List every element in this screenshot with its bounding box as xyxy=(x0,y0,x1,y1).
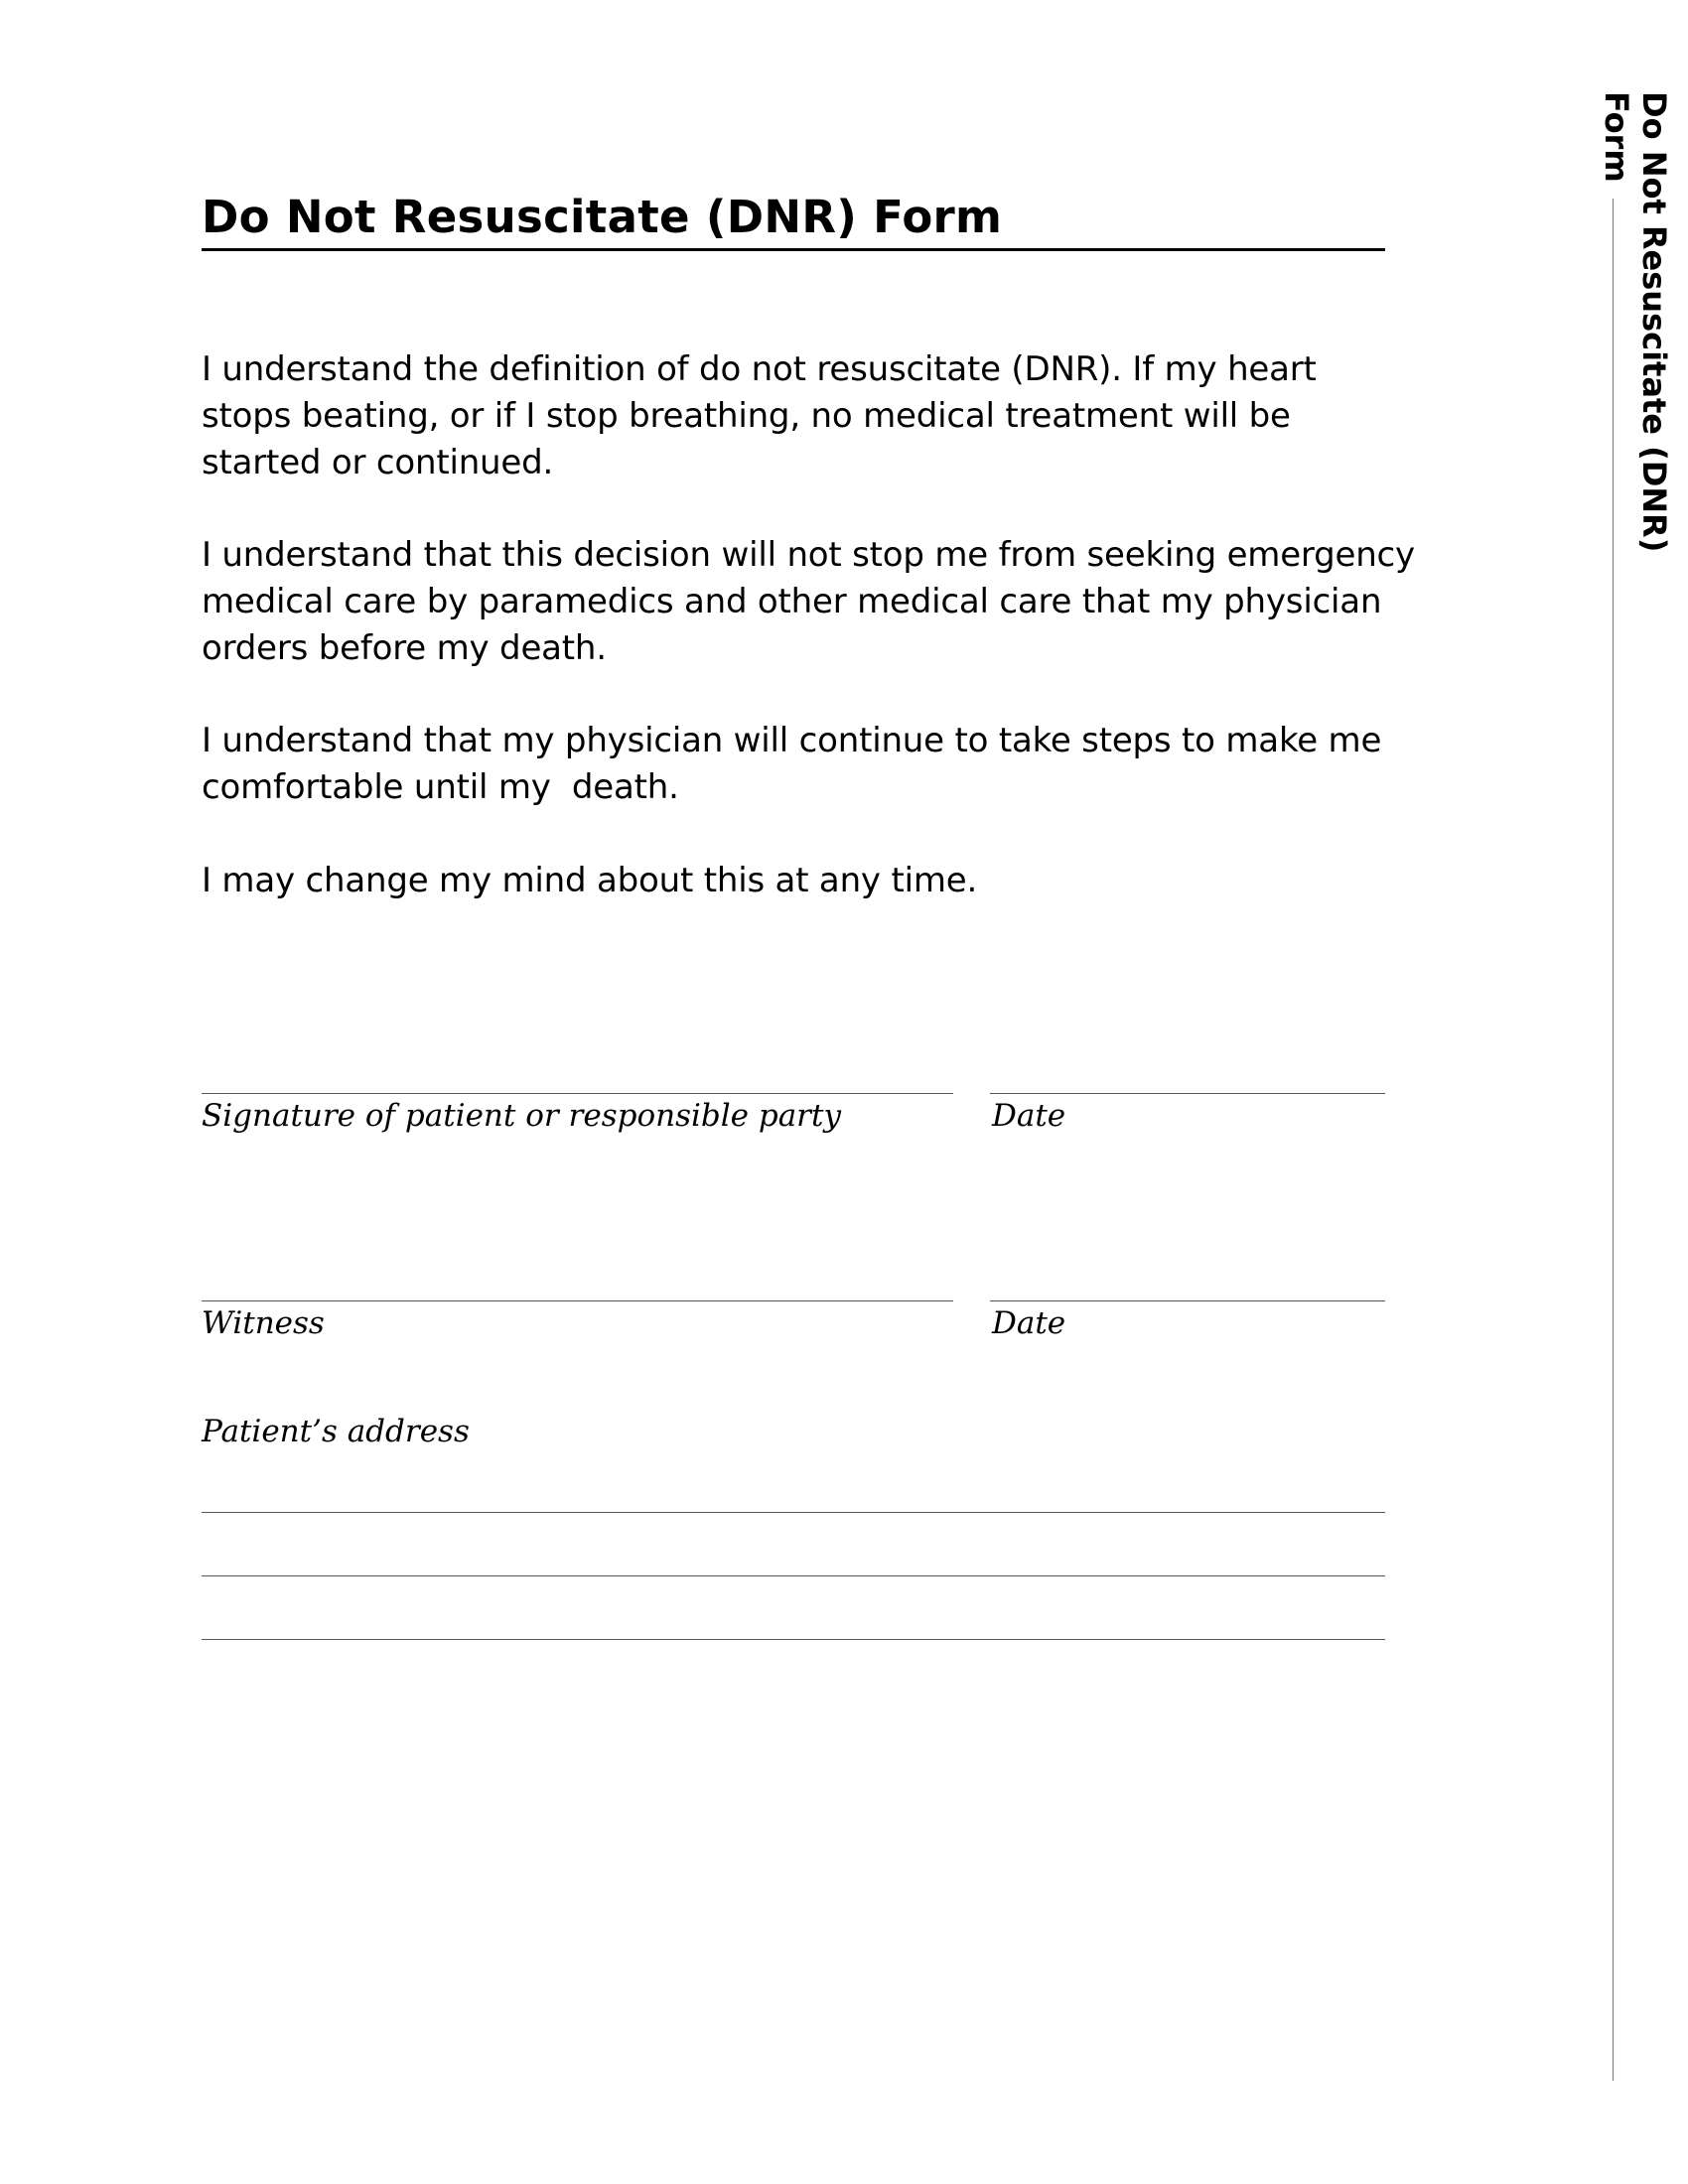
paragraph-dnr-definition: I understand the definition of do not resuscitate (DNR). If my heart stops beating, or if I stop breathing, no medical treatment will be started or continued. xyxy=(202,349,1317,482)
address-line-2[interactable] xyxy=(202,1575,1385,1576)
witness-label: Witness xyxy=(202,1305,325,1341)
signature-date-label: Date xyxy=(992,1098,1066,1134)
witness-line[interactable] xyxy=(202,1300,953,1301)
address-label: Patient’s address xyxy=(202,1414,470,1449)
signature-date-line[interactable] xyxy=(990,1093,1385,1094)
page-title: Do Not Resuscitate (DNR) Form xyxy=(202,189,1385,251)
signature-label: Signature of patient or responsible party xyxy=(202,1098,841,1134)
address-line-1[interactable] xyxy=(202,1512,1385,1513)
side-tab xyxy=(1584,91,1673,647)
side-tab-rule xyxy=(1613,199,1614,2081)
paragraph-comfort-care: I understand that my physician will continue to take steps to make me comfortable until my death. xyxy=(202,721,1392,807)
signature-line[interactable] xyxy=(202,1093,953,1094)
witness-date-line[interactable] xyxy=(990,1300,1385,1301)
witness-date-label: Date xyxy=(992,1305,1066,1341)
paragraph-change-mind: I may change my mind about this at any time. xyxy=(202,861,978,900)
address-line-3[interactable] xyxy=(202,1639,1385,1640)
paragraph-emergency-care: I understand that this decision will not stop me from seeking emergency medical care by paramedics and other medical care that my physician orders before my death. xyxy=(202,535,1415,668)
side-tab-label: Do Not Resuscitate (DNR) Form xyxy=(1598,91,1673,553)
